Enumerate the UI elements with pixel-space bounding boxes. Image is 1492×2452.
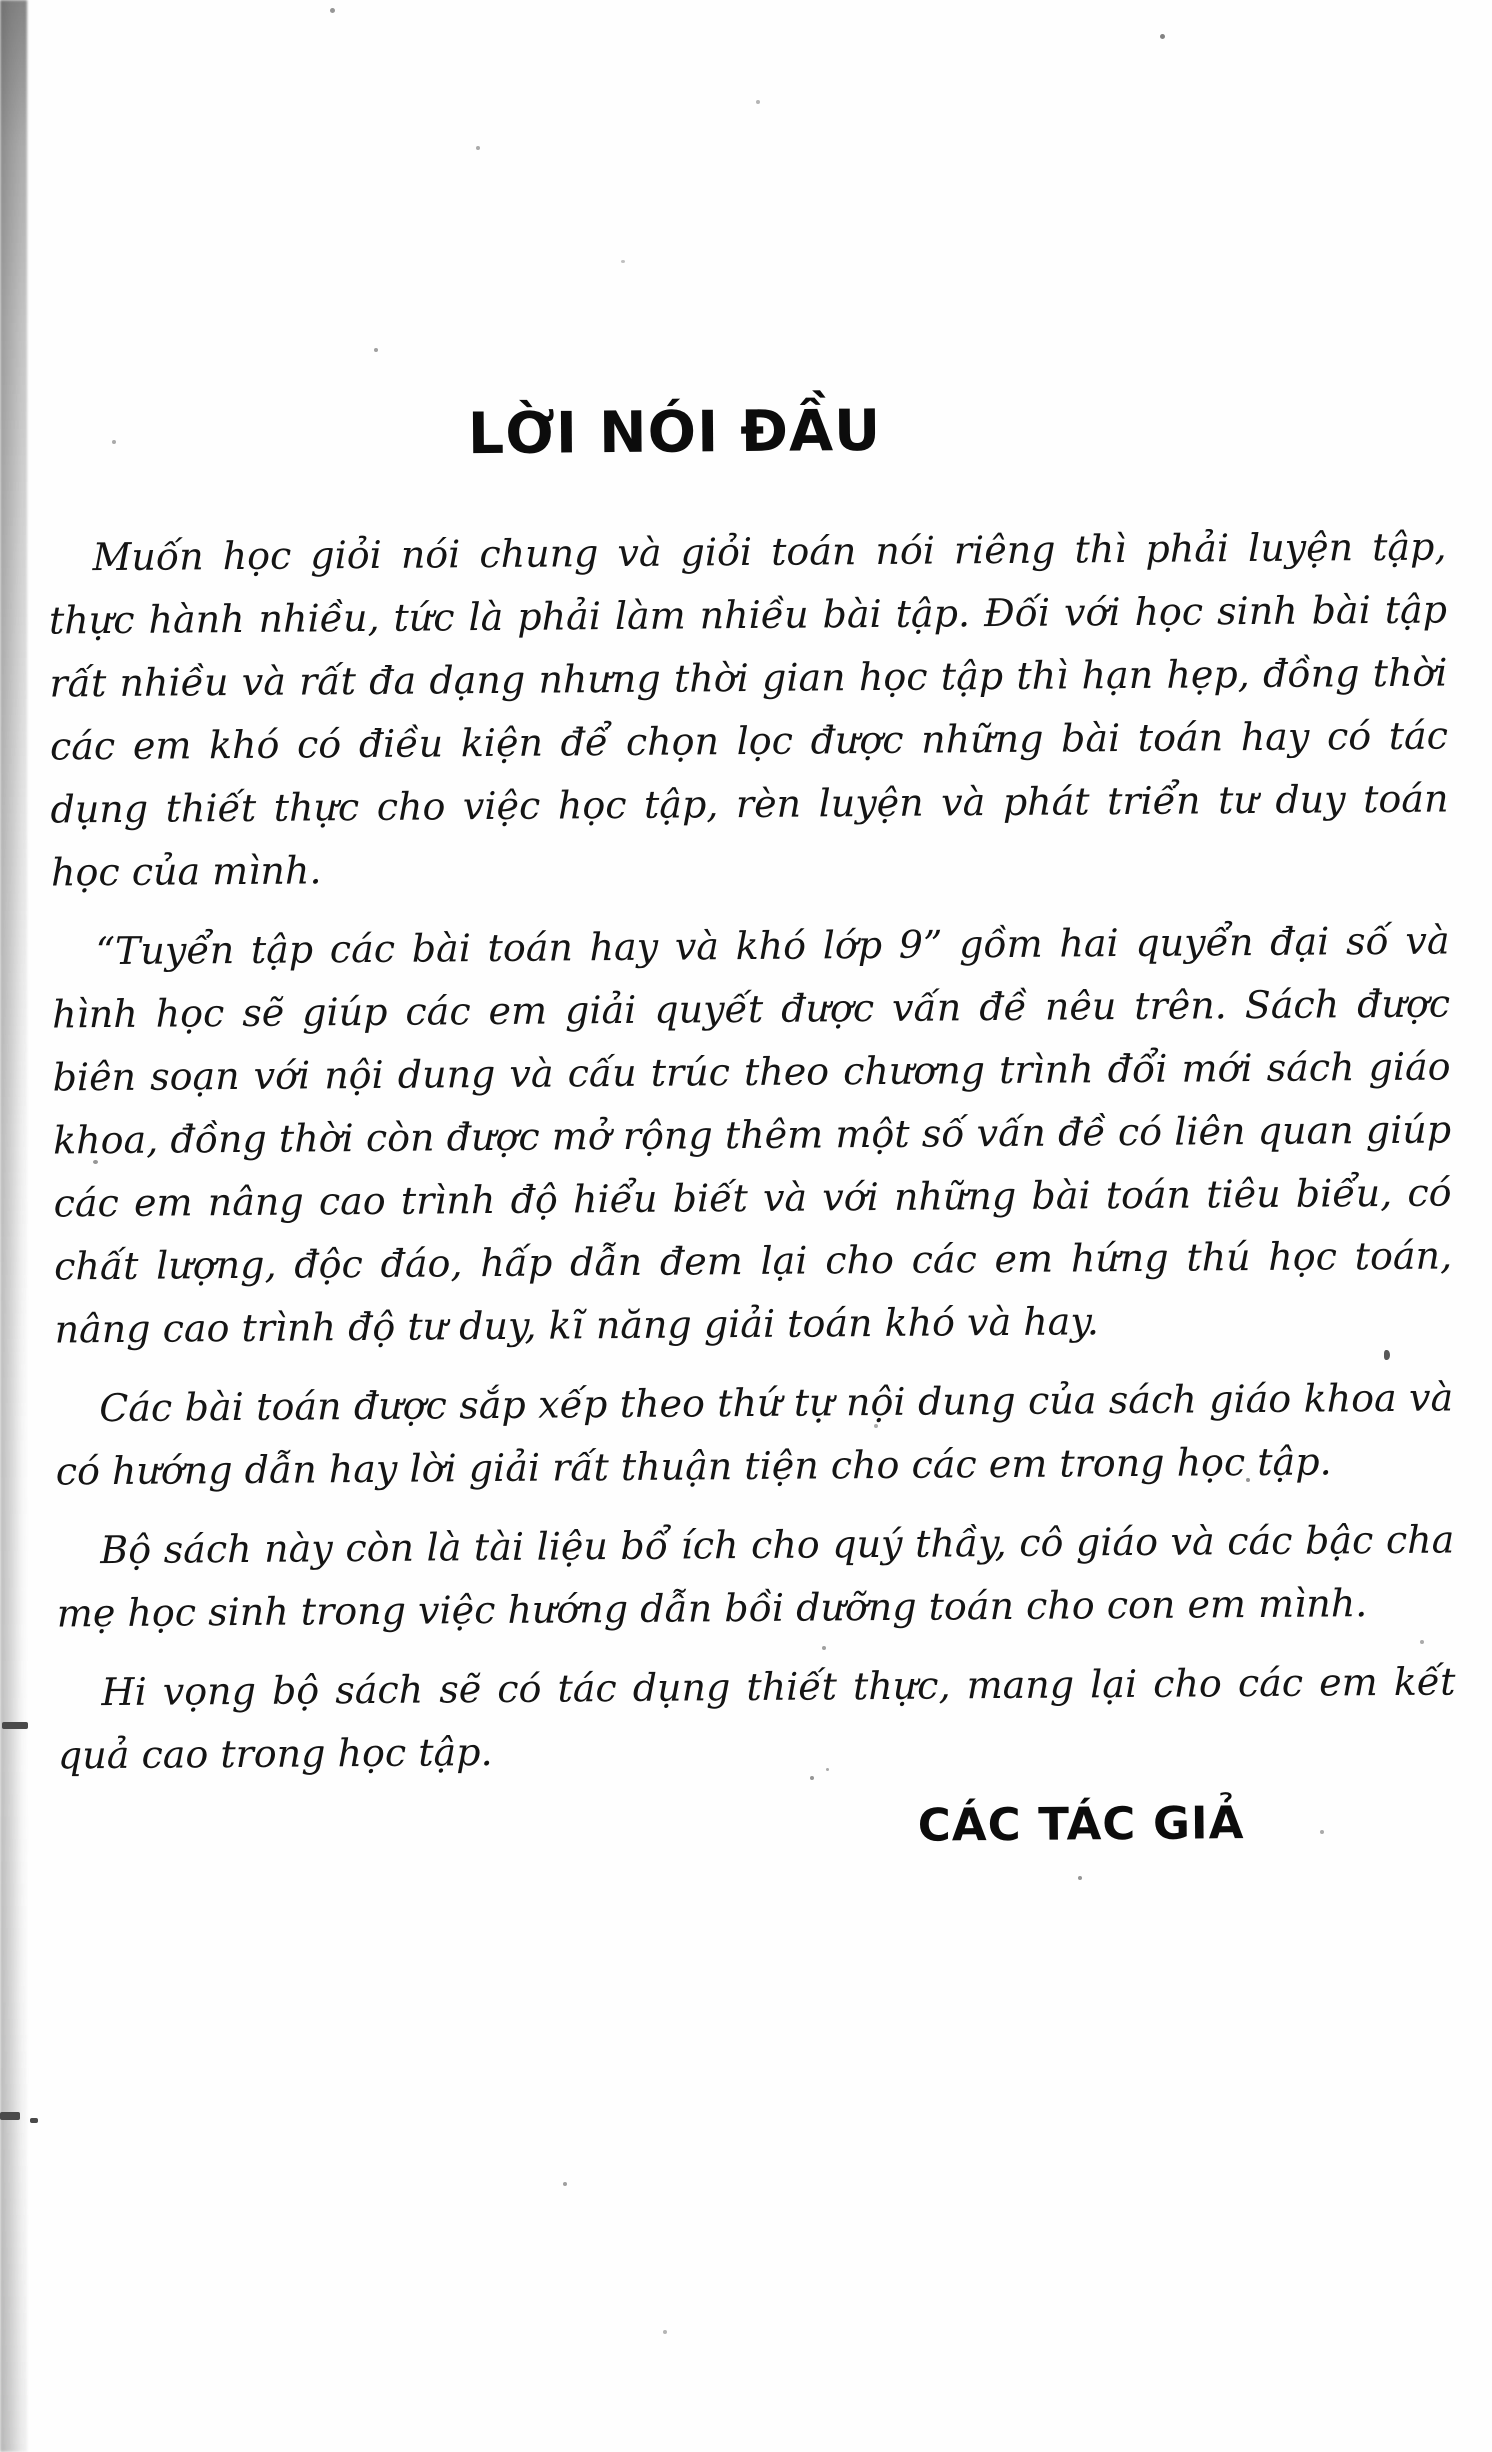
paragraph-3: Các bài toán được sắp xếp theo thứ tự nội dung của sách giáo khoa và có hướng dẫn hay lời giải rất thuận tiện cho các em trong học tập. (55, 1375, 1454, 1494)
scan-mark (0, 2112, 20, 2120)
paragraph-4: Bộ sách này còn là tài liệu bổ ích cho quý thầy, cô giáo và các bậc cha mẹ học sinh trong việc hướng dẫn bồi dưỡng toán cho con em mình. (56, 1517, 1455, 1636)
paragraph-1: Muốn học giỏi nói chung và giỏi toán nói riêng thì phải luyện tập, thực hành nhiều, tức là phải làm nhiều bài tập. Đối với học sinh bài tập rất nhiều và rất đa dạng nhưng thời gian học tập thì hạn hẹp, đồng thời các em khó có điều kiện để chọn lọc được những bài toán hay có tác dụng thiết thực cho việc học tập, rèn luyện và phát triển tư duy toán học của mình. (48, 524, 1449, 895)
scan-mark (30, 2118, 38, 2123)
paragraph-5: Hi vọng bộ sách sẽ có tác dụng thiết thực, mang lại cho các em kết quả cao trong học tập. (57, 1659, 1456, 1778)
paragraph-2: “Tuyển tập các bài toán hay và khó lớp 9” gồm hai quyển đại số và hình học sẽ giúp các em giải quyết được vấn đề nêu trên. Sách được biên soạn với nội dung và cấu trúc theo chương trình đổi mới sách giáo khoa, đồng thời còn được mở rộng thêm một số vấn đề có liên quan giúp các em nâng cao trình độ hiểu biết và với những bài toán tiêu biểu, có chất lượng, độc đáo, hấp dẫn đem lại cho các em hứng thú học toán, nâng cao trình độ tư duy, kĩ năng giải toán khó và hay. (51, 918, 1453, 1352)
scan-speck (1078, 1876, 1082, 1880)
authors-signature: CÁC TÁC GIẢ (917, 1796, 1245, 1852)
page-title: LỜI NÓI ĐẦU (467, 397, 882, 468)
scan-speck (663, 2330, 667, 2334)
scan-speck (563, 2182, 567, 2186)
